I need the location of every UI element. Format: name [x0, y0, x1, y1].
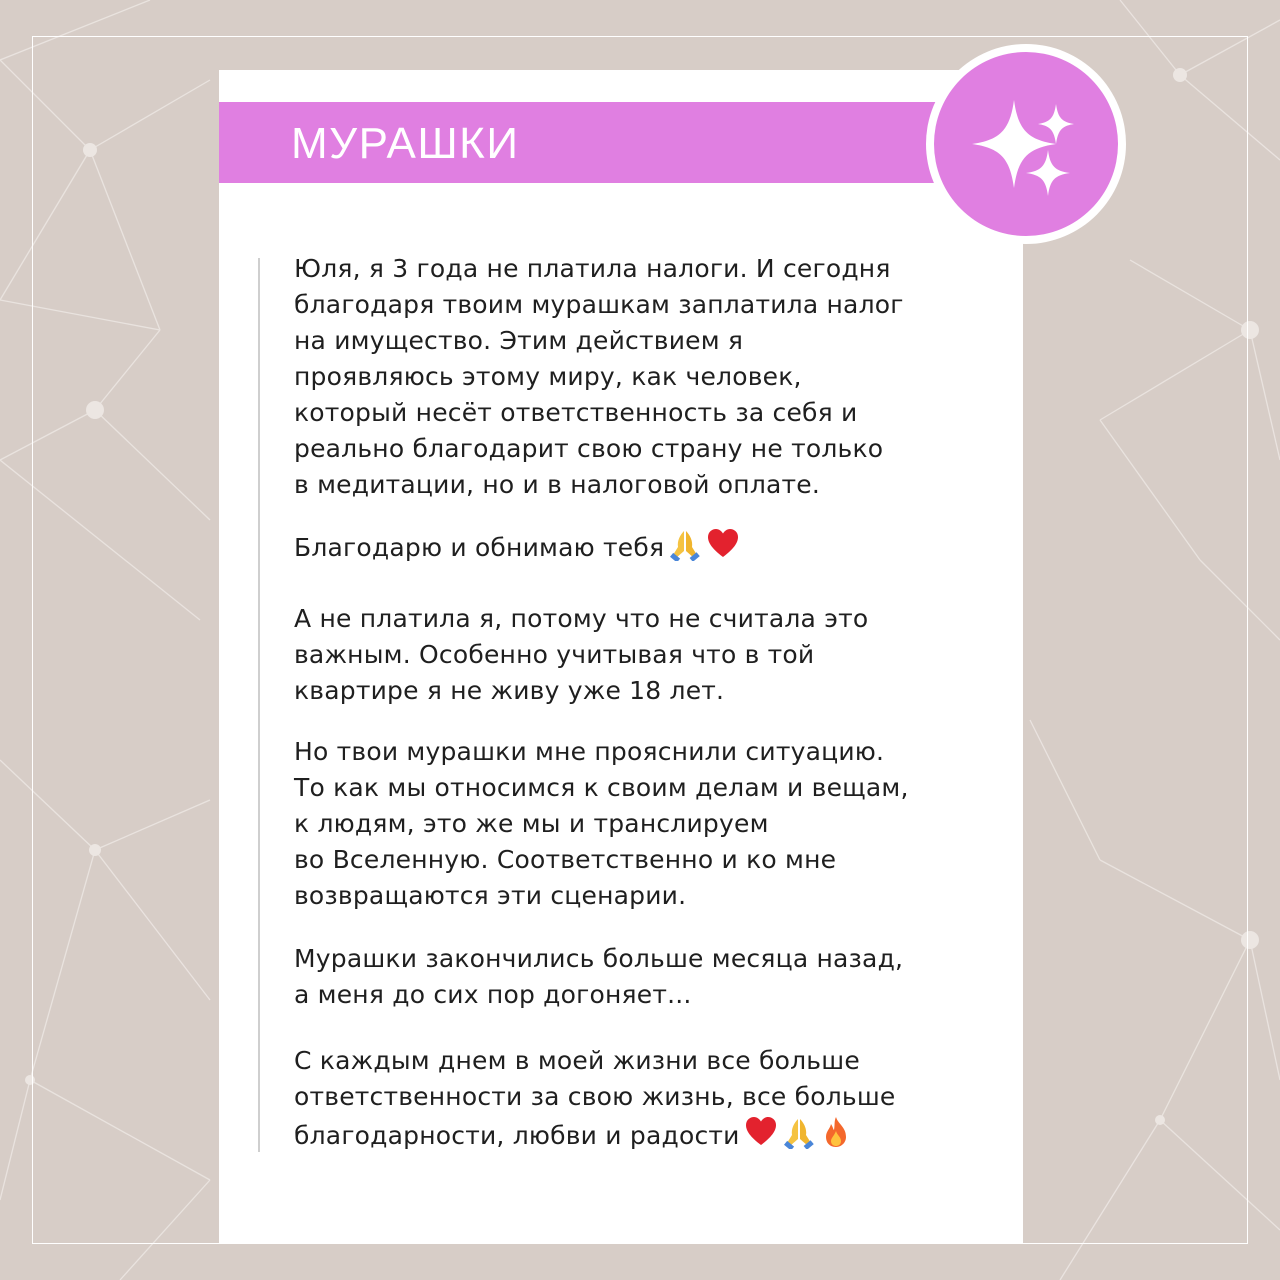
red-heart-icon — [706, 527, 740, 571]
red-heart-icon — [744, 1115, 778, 1159]
paragraph-6-text: С каждым днем в моей жизни все больше ответственности за свою жизнь, все больше благодарности, любви и радости — [294, 1046, 896, 1150]
paragraph-3: А не платила я, потому что не считала это важным. Особенно учитывая что в той квартире я не живу уже 18 лет. — [294, 604, 869, 705]
sparkles-icon — [934, 52, 1118, 236]
page-title: МУРАШКИ — [291, 119, 520, 168]
badge-ring — [926, 44, 1126, 244]
fire-icon — [820, 1115, 852, 1159]
paragraph-2-text: Благодарю и обнимаю тебя — [294, 533, 665, 562]
badge-circle — [934, 52, 1118, 236]
prayer-hands-icon — [668, 527, 702, 571]
quote-divider-line — [258, 258, 260, 1152]
title-banner — [219, 102, 979, 183]
paragraph-4: Но твои мурашки мне прояснили ситуацию. То как мы относимся к своим делам и вещам, к людям, это же мы и транслируем во Вселенную. Соответственно и ко мне возвращаются эти сценарии. — [294, 737, 909, 910]
paragraph-2 — [294, 527, 954, 571]
paragraph-1: Юля, я 3 года не платила налоги. И сегодня благодаря твоим мурашкам заплатила налог на имущество. Этим действием я проявляюсь этому миру, как человек, который несёт ответственность за себя и реально благодарит свою страну не только в медитации, но и в налоговой оплате. — [294, 254, 904, 499]
paragraph-5: Мурашки закончились больше месяца назад, а меня до сих пор догоняет... — [294, 944, 904, 1009]
prayer-hands-icon — [782, 1115, 816, 1159]
paragraph-6 — [294, 1043, 954, 1159]
